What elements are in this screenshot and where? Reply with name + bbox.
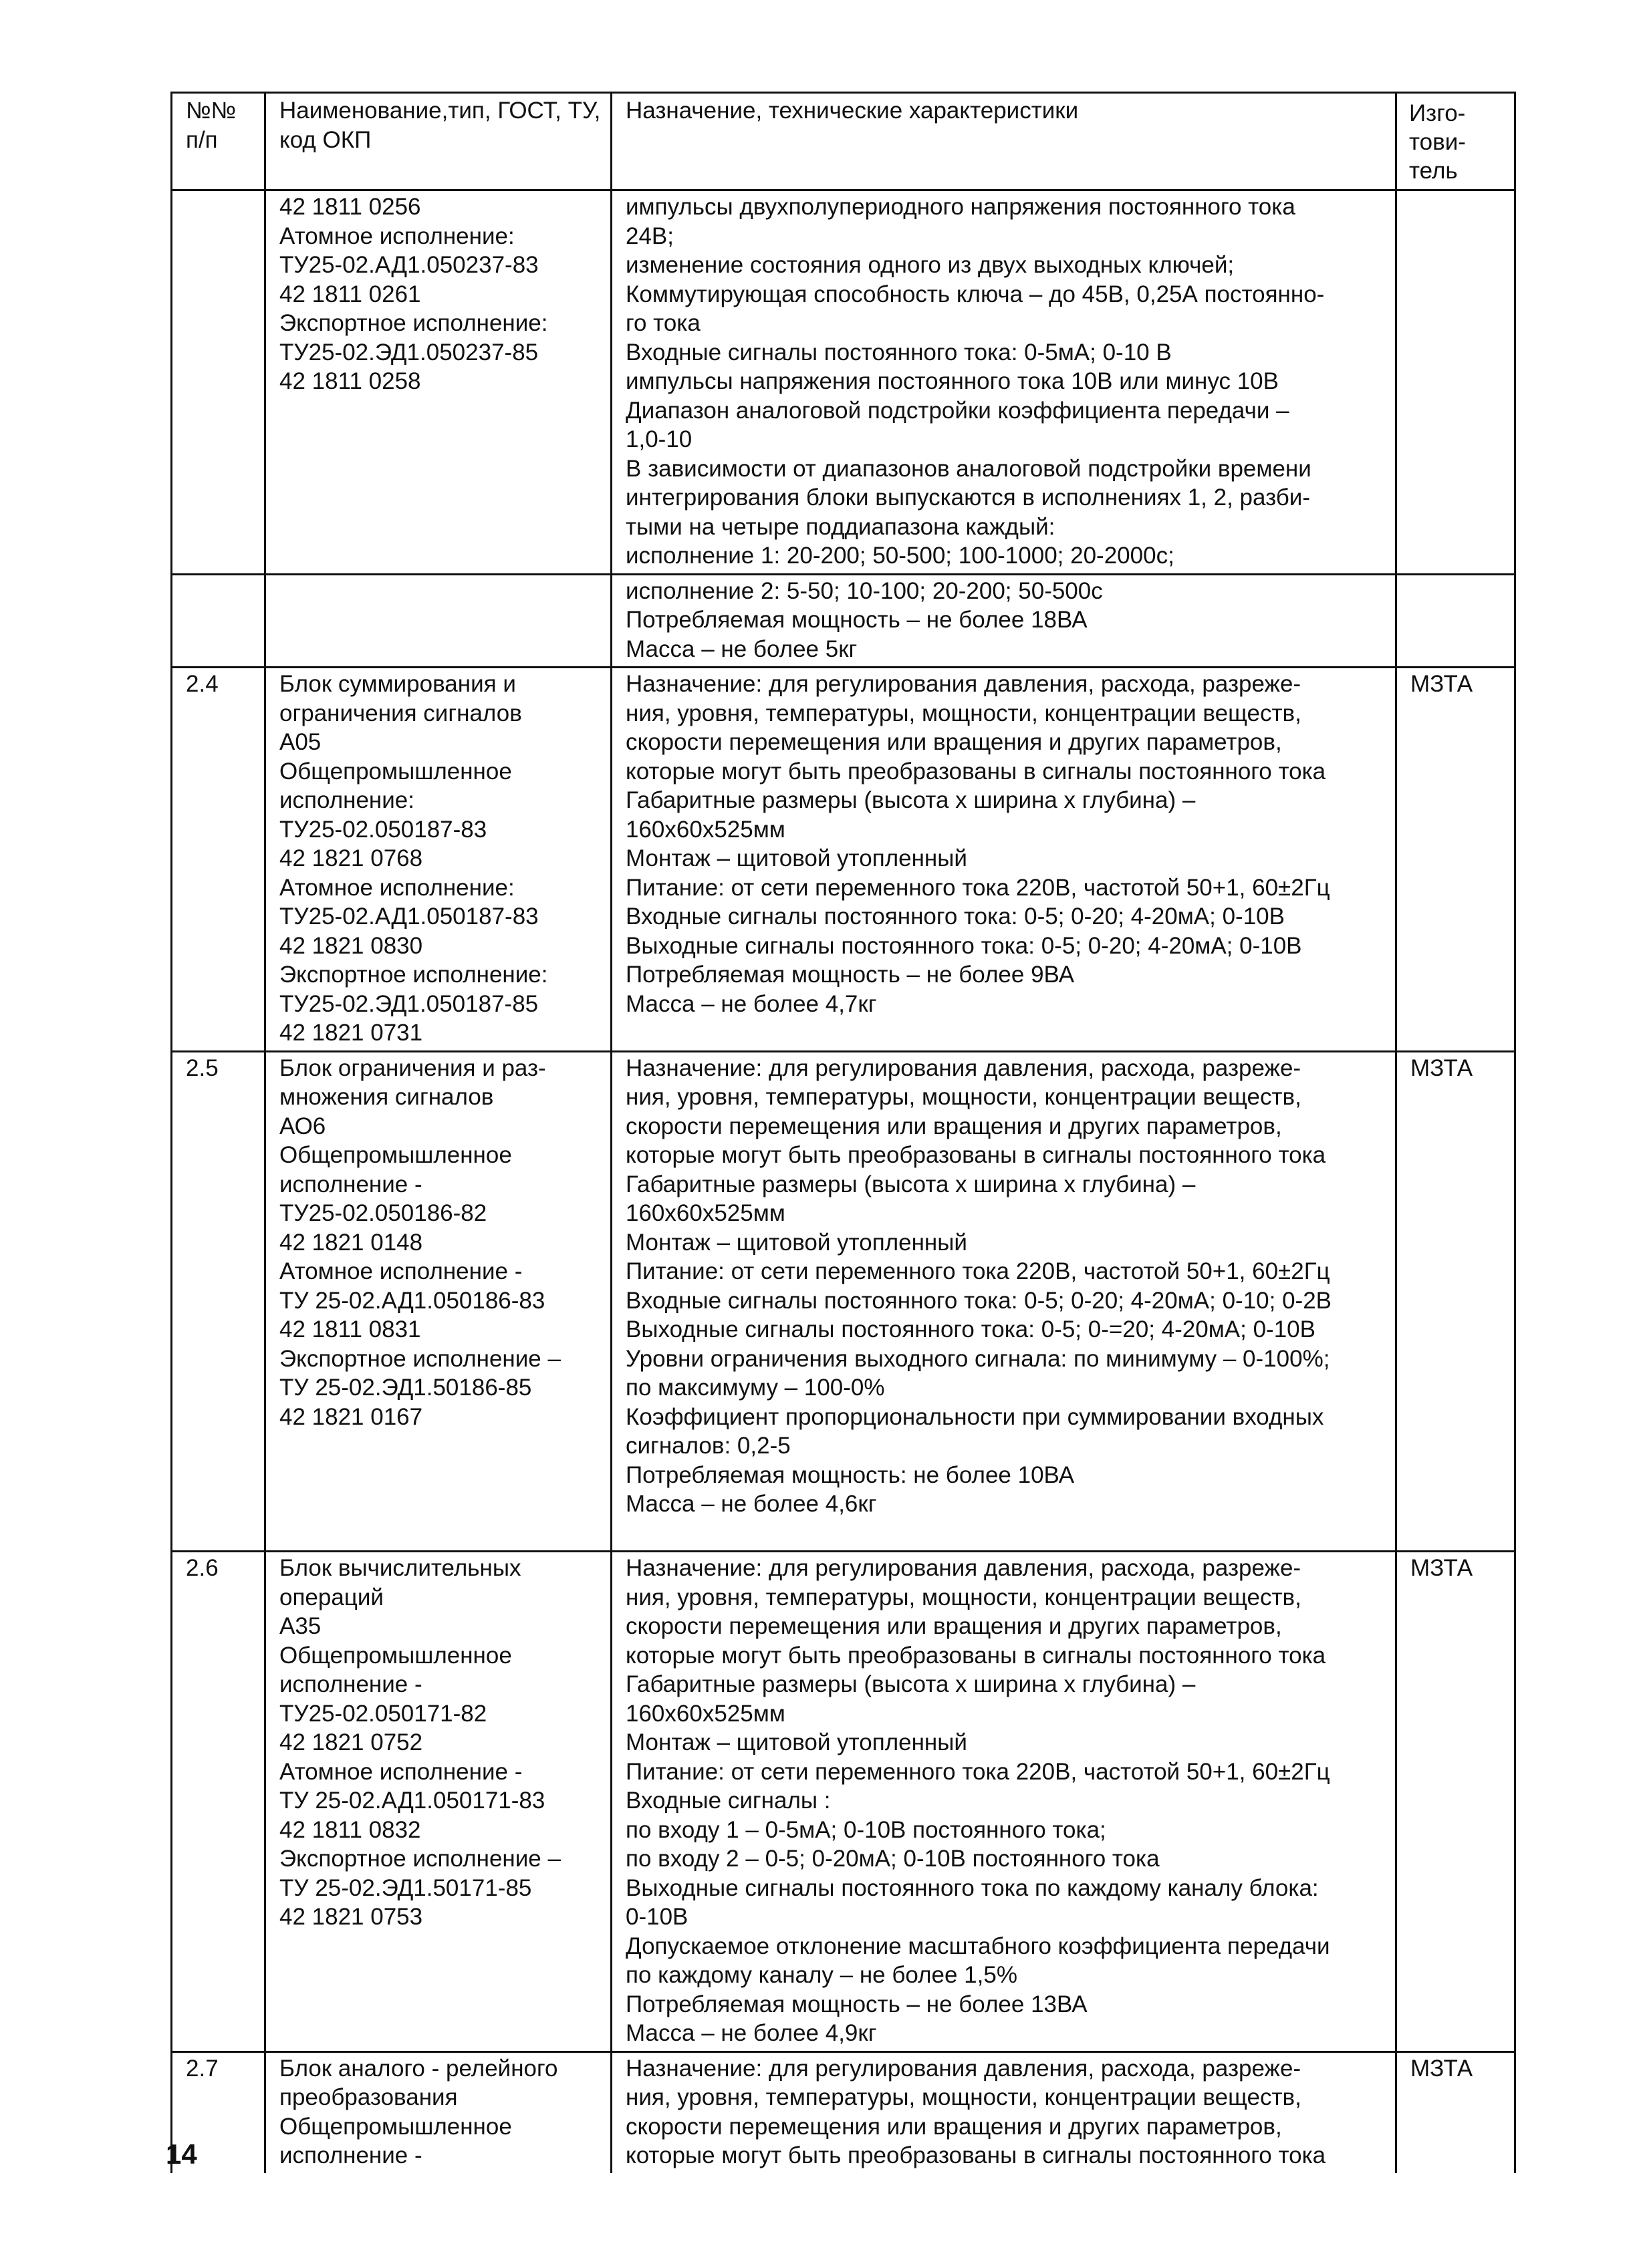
item-spec-line: по максимуму – 100-0%	[626, 1375, 885, 1401]
item-name-cell	[265, 1051, 612, 1552]
item-spec-line: Выходные сигналы постоянного тока по каждому каналу блока:	[626, 1874, 1319, 1901]
item-name-line: 42 1821 0731	[279, 1020, 423, 1046]
item-spec-line: ния, уровня, температуры, мощности, концентрации веществ,	[626, 1084, 1301, 1110]
item-spec-line: которые могут быть преобразованы в сигналы постоянного тока	[626, 758, 1326, 785]
item-name-line: А35	[279, 1613, 322, 1639]
item-spec-line: ния, уровня, температуры, мощности, концентрации веществ,	[626, 2084, 1301, 2110]
item-name-line: Экспортное исполнение –	[279, 1846, 561, 1872]
item-name-line: преобразования	[279, 2084, 458, 2110]
item-name-line: 42 1821 0752	[279, 1729, 423, 1755]
table-row	[172, 2051, 1515, 2173]
item-name-line: ТУ25-02.АД1.050237-83	[279, 252, 539, 278]
item-spec-line: 160х60х525мм	[626, 1700, 785, 1727]
item-name-line: ограничения сигналов	[279, 700, 522, 726]
item-name-line: ТУ25-02.АД1.050187-83	[279, 903, 539, 930]
item-name-line: 42 1821 0830	[279, 932, 423, 959]
specification-table	[170, 92, 1516, 2173]
header-manufacturer	[1396, 93, 1515, 190]
item-spec-line: ния, уровня, температуры, мощности, концентрации веществ,	[626, 700, 1301, 726]
item-name-line: исполнение -	[279, 1671, 422, 1697]
item-spec-line: по входу 1 – 0-5мА; 0-10В постоянного тока;	[626, 1816, 1106, 1843]
item-name-line: Блок аналого - релейного	[279, 2055, 558, 2082]
header-name-type-text: Наименование,тип, ГОСТ, ТУ, код ОКП	[279, 98, 601, 153]
item-spec-line: Входные сигналы постоянного тока: 0-5; 0-20; 4-20мА; 0-10В	[626, 903, 1285, 930]
item-spec-line: Потребляемая мощность: не более 10ВА	[626, 1461, 1075, 1488]
item-spec-line: 1,0-10	[626, 426, 692, 452]
item-name-cell	[265, 668, 612, 1052]
item-spec-line: 160х60х525мм	[626, 816, 785, 843]
table-row	[172, 574, 1515, 668]
item-spec-line: В зависимости от диапазонов аналоговой подстройки времени	[626, 455, 1311, 482]
item-spec-line: Масса – не более 4,9кг	[626, 2020, 877, 2046]
item-spec-line: Коэффициент пропорциональности при суммировании входных	[626, 1403, 1324, 1430]
item-spec-line: Коммутирующая способность ключа – до 45В, 0,25А постоянно-	[626, 281, 1325, 307]
item-name-line: ТУ25-02.050171-82	[279, 1700, 487, 1727]
item-spec-line: импульсы напряжения постоянного тока 10В или минус 10В	[626, 368, 1279, 394]
item-spec-line: Потребляемая мощность – не более 9ВА	[626, 962, 1075, 988]
item-purpose-cell	[612, 2051, 1396, 2173]
item-spec-line: Монтаж – щитовой утопленный	[626, 1229, 967, 1256]
item-spec-line: Допускаемое отклонение масштабного коэффициента передачи	[626, 1933, 1330, 1959]
item-name-line: 42 1811 0831	[279, 1316, 421, 1342]
item-name-line: 42 1821 0148	[279, 1229, 423, 1256]
item-spec-line: импульсы двухполупериодного напряжения постоянного тока	[626, 194, 1295, 220]
item-name-line: ТУ 25-02.АД1.050171-83	[279, 1788, 545, 1814]
item-purpose-cell	[612, 190, 1396, 575]
item-name-line: исполнение:	[279, 787, 414, 813]
item-spec-line: Питание: от сети переменного тока 220В, частотой 50+1, 60±2Гц	[626, 1758, 1330, 1785]
item-name-line: ТУ25-02.ЭД1.050187-85	[279, 990, 539, 1017]
manufacturer-cell	[1396, 668, 1515, 1052]
item-spec-line: Габаритные размеры (высота х ширина х глубина) –	[626, 787, 1196, 813]
row-number	[172, 190, 265, 575]
manufacturer-cell	[1396, 190, 1515, 575]
item-name-line: Атомное исполнение -	[279, 1258, 523, 1284]
item-name-line: 42 1811 0261	[279, 281, 421, 307]
table-row	[172, 1051, 1515, 1552]
row-number-text: 2.5	[186, 1054, 219, 1081]
item-name-cell	[265, 1552, 612, 2052]
row-number-text: 2.7	[186, 2055, 219, 2082]
item-name-line: Общепромышленное	[279, 758, 512, 785]
item-spec-line: по каждому каналу – не более 1,5%	[626, 1962, 1017, 1988]
item-spec-line: Монтаж – щитовой утопленный	[626, 1729, 967, 1755]
item-spec-line: изменение состояния одного из двух выходных ключей;	[626, 252, 1235, 278]
item-name-line: Экспортное исполнение:	[279, 962, 548, 988]
row-number-text: 2.4	[186, 671, 219, 697]
header-name-type	[265, 93, 612, 190]
item-name-line: исполнение -	[279, 2142, 422, 2168]
table-header-row	[172, 93, 1515, 190]
manufacturer-text: МЗТА	[1410, 1555, 1473, 1581]
item-spec-line: исполнение 2: 5-50; 10-100; 20-200; 50-500с	[626, 577, 1103, 604]
item-name-line: Экспортное исполнение –	[279, 1345, 561, 1372]
item-name-line: 42 1821 0768	[279, 845, 423, 871]
item-spec-line: Масса – не более 5кг	[626, 635, 858, 662]
item-spec-line: Входные сигналы постоянного тока: 0-5; 0-20; 4-20мА; 0-10; 0-2В	[626, 1287, 1332, 1314]
header-number-text: №№ п/п	[186, 98, 237, 153]
item-name-line: ТУ25-02.ЭД1.050237-85	[279, 339, 539, 366]
item-name-line: операций	[279, 1584, 384, 1610]
row-number	[172, 668, 265, 1052]
item-spec-line: го тока	[626, 310, 701, 336]
row-number	[172, 574, 265, 668]
item-name-line: 42 1821 0167	[279, 1403, 423, 1430]
manufacturer-cell	[1396, 574, 1515, 668]
item-spec-line: которые могут быть преобразованы в сигналы постоянного тока	[626, 1642, 1326, 1669]
table-row	[172, 668, 1515, 1052]
table-row	[172, 1552, 1515, 2052]
item-name-line: Общепромышленное	[279, 1642, 512, 1669]
item-name-line: ТУ 25-02.ЭД1.50171-85	[279, 1874, 532, 1901]
item-name-line: ТУ 25-02.АД1.050186-83	[279, 1287, 545, 1314]
item-spec-line: Питание: от сети переменного тока 220В, частотой 50+1, 60±2Гц	[626, 874, 1330, 901]
item-spec-line: Монтаж – щитовой утопленный	[626, 845, 967, 871]
item-name-line: ТУ25-02.050186-82	[279, 1200, 487, 1226]
item-spec-line: интегрирования блоки выпускаются в исполнениях 1, 2, разби-	[626, 484, 1310, 511]
item-name-line: множения сигналов	[279, 1084, 494, 1110]
header-number	[172, 93, 265, 190]
row-number	[172, 1051, 265, 1552]
item-name-line: Экспортное исполнение:	[279, 310, 548, 336]
item-name-line: 42 1821 0753	[279, 1904, 423, 1930]
item-spec-line: Выходные сигналы постоянного тока: 0-5; 0-=20; 4-20мА; 0-10В	[626, 1316, 1315, 1342]
manufacturer-cell	[1396, 1552, 1515, 2052]
row-number-text: 2.6	[186, 1555, 219, 1581]
item-name-cell	[265, 574, 612, 668]
item-spec-line: ния, уровня, температуры, мощности, концентрации веществ,	[626, 1584, 1301, 1610]
item-spec-line: Выходные сигналы постоянного тока: 0-5; 0-20; 4-20мА; 0-10В	[626, 932, 1302, 959]
item-spec-line: 160х60х525мм	[626, 1200, 785, 1226]
item-spec-line: которые могут быть преобразованы в сигналы постоянного тока	[626, 1142, 1326, 1168]
item-spec-line: Питание: от сети переменного тока 220В, частотой 50+1, 60±2Гц	[626, 1258, 1330, 1284]
item-name-line: Блок вычислительных	[279, 1555, 521, 1581]
item-spec-line: которые могут быть преобразованы в сигналы постоянного тока	[626, 2142, 1326, 2168]
item-name-line: Атомное исполнение -	[279, 1758, 523, 1785]
item-name-line: АО6	[279, 1113, 326, 1139]
item-name-line: 42 1811 0256	[279, 194, 421, 220]
page-number: 14	[166, 2138, 197, 2170]
item-spec-line: Габаритные размеры (высота х ширина х глубина) –	[626, 1671, 1196, 1697]
header-purpose	[612, 93, 1396, 190]
item-name-line: Блок суммирования и	[279, 671, 516, 697]
manufacturer-cell	[1396, 2051, 1515, 2173]
item-spec-line: скорости перемещения или вращения и других параметров,	[626, 1613, 1282, 1639]
item-purpose-cell	[612, 574, 1396, 668]
item-name-line: исполнение -	[279, 1171, 422, 1197]
item-name-line: Атомное исполнение:	[279, 874, 515, 901]
item-spec-line: Входные сигналы постоянного тока: 0-5мА; 0-10 В	[626, 339, 1172, 366]
item-name-line: Общепромышленное	[279, 2113, 512, 2140]
manufacturer-cell	[1396, 1051, 1515, 1552]
item-name-cell	[265, 190, 612, 575]
item-spec-line: скорости перемещения или вращения и других параметров,	[626, 729, 1282, 755]
item-spec-line: исполнение 1: 20-200; 50-500; 100-1000; 20-2000с;	[626, 543, 1174, 569]
item-spec-line: Входные сигналы :	[626, 1788, 831, 1814]
item-spec-line	[626, 1519, 1386, 1548]
item-spec-line: Диапазон аналоговой подстройки коэффициента передачи –	[626, 397, 1289, 424]
manufacturer-text: МЗТА	[1410, 671, 1473, 697]
manufacturer-text: МЗТА	[1410, 2055, 1473, 2082]
item-spec-line: Масса – не более 4,6кг	[626, 1491, 877, 1517]
item-name-line: 42 1811 0258	[279, 368, 421, 394]
table-row	[172, 190, 1515, 575]
item-spec-line: Габаритные размеры (высота х ширина х глубина) –	[626, 1171, 1196, 1197]
item-spec-line: Назначение: для регулирования давления, расхода, разреже-	[626, 671, 1301, 697]
item-name-line: 42 1811 0832	[279, 1816, 421, 1843]
header-manufacturer-text: Изго- тови- тель	[1409, 100, 1466, 184]
item-purpose-cell	[612, 1051, 1396, 1552]
item-name-line: Общепромышленное	[279, 1142, 512, 1168]
item-purpose-cell	[612, 668, 1396, 1052]
item-name-line: ТУ 25-02.ЭД1.50186-85	[279, 1375, 532, 1401]
item-name-line: А05	[279, 729, 322, 755]
item-spec-line: Назначение: для регулирования давления, расхода, разреже-	[626, 1054, 1301, 1081]
item-spec-line: скорости перемещения или вращения и других параметров,	[626, 2113, 1282, 2140]
item-spec-line: Назначение: для регулирования давления, расхода, разреже-	[626, 1555, 1301, 1581]
manufacturer-text: МЗТА	[1410, 1054, 1473, 1081]
header-purpose-text: Назначение, технические характеристики	[626, 98, 1079, 124]
item-spec-line: по входу 2 – 0-5; 0-20мА; 0-10В постоянного тока	[626, 1846, 1160, 1872]
item-name-line: Блок ограничения и раз-	[279, 1054, 546, 1081]
item-spec-line: Назначение: для регулирования давления, расхода, разреже-	[626, 2055, 1301, 2082]
item-name-cell	[265, 2051, 612, 2173]
item-spec-line: 0-10В	[626, 1904, 688, 1930]
item-spec-line: сигналов: 0,2-5	[626, 1433, 791, 1459]
item-spec-line: тыми на четыре поддиапазона каждый:	[626, 513, 1055, 540]
item-spec-line: скорости перемещения или вращения и других параметров,	[626, 1113, 1282, 1139]
item-spec-line: Потребляемая мощность – не более 13ВА	[626, 1991, 1088, 2017]
item-spec-line: Уровни ограничения выходного сигнала: по минимуму – 0-100%;	[626, 1345, 1330, 1372]
row-number	[172, 1552, 265, 2052]
item-spec-line: Потребляемая мощность – не более 18ВА	[626, 607, 1088, 633]
item-purpose-cell	[612, 1552, 1396, 2052]
item-name-line: Атомное исполнение:	[279, 223, 515, 249]
item-spec-line: 24В;	[626, 223, 674, 249]
item-name-line: ТУ25-02.050187-83	[279, 816, 487, 843]
item-spec-line: Масса – не более 4,7кг	[626, 990, 877, 1017]
